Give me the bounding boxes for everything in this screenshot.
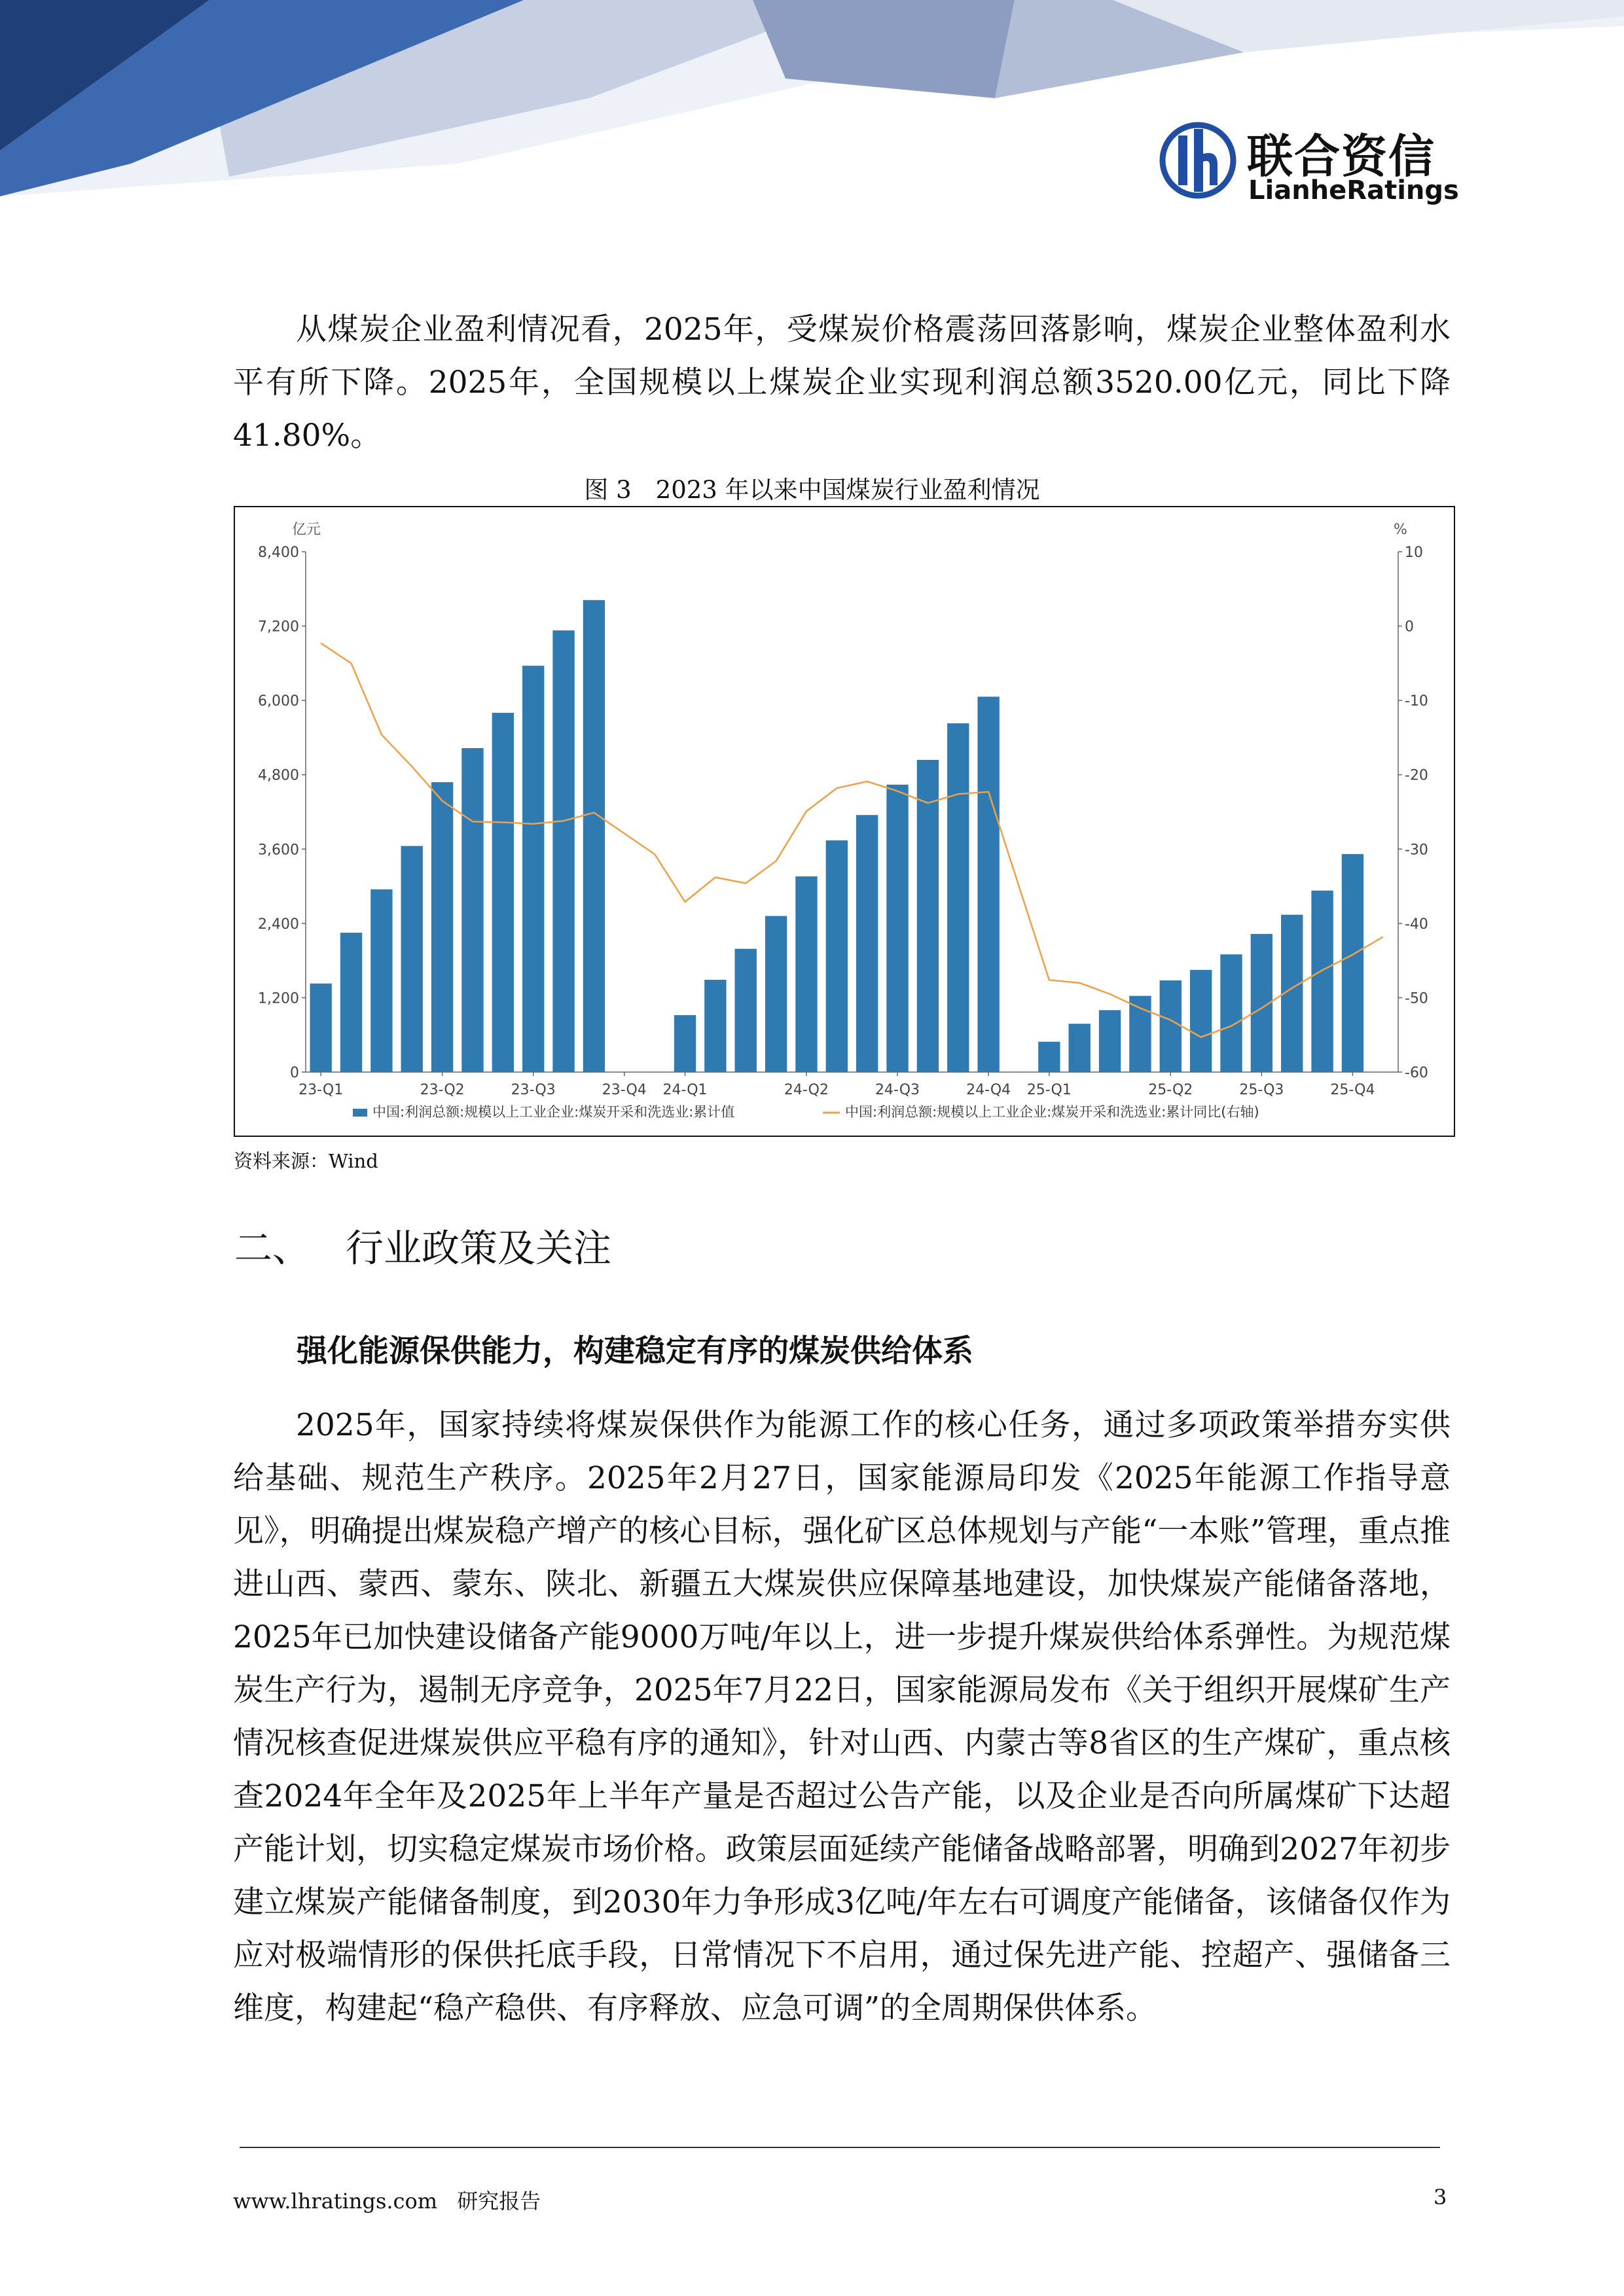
bar-24-11 [977,696,999,1072]
legend-bar-swatch [353,1109,367,1117]
left-tick-label: 7,200 [258,619,299,636]
bar-24-07 [856,815,878,1072]
left-tick-label: 4,800 [258,767,299,784]
bar-24-10 [947,723,969,1072]
bar-25-07 [1220,954,1242,1072]
chart-legend [353,1104,1259,1120]
bar-23-09 [552,630,574,1072]
footer-divider [240,2147,1440,2148]
left-tick-label: 3,600 [258,842,299,859]
x-tick-label: 24-Q4 [966,1082,1011,1098]
left-tick-label: 1,200 [258,990,299,1007]
left-tick-label: 2,400 [258,916,299,933]
right-tick-label: 0 [1405,619,1414,636]
bar-23-04 [401,846,423,1072]
x-tick-label: 24-Q3 [875,1082,920,1098]
left-axis-unit: 亿元 [292,522,321,538]
legend-line-label: 中国:利润总额:规模以上工业企业:煤炭开采和洗选业:累计同比(右轴) [845,1104,1259,1120]
logo-text-cn: 联合资信 [1247,130,1435,183]
section-title: 行业政策及关注 [346,1226,612,1270]
bar-24-09 [917,760,939,1072]
bar-24-05 [795,876,817,1072]
right-tick-label: -60 [1405,1065,1428,1081]
x-tick-label: 23-Q4 [602,1082,647,1098]
bar-25-11 [1342,854,1363,1072]
section-heading [234,1217,611,1272]
x-tick-label: 25-Q3 [1239,1082,1284,1098]
bar-24-01 [674,1015,696,1072]
x-tick-label: 25-Q4 [1330,1082,1375,1098]
bar-25-05 [1160,980,1182,1072]
figure-caption: 图 3 2023 年以来中国煤炭行业盈利情况 [584,476,1040,504]
right-tick-label: -50 [1405,990,1428,1007]
footer-report-type: 研究报告 [457,2189,541,2214]
x-tick-label: 24-Q1 [662,1082,708,1098]
body-paragraph: 2025年，国家持续将煤炭保供作为能源工作的核心任务，通过多项政策举措夯实供给基础、规范生产秩序。2025年2月27日，国家能源局印发《2025年能源工作指导意见》，明确提出煤炭稳产增产的核心目标，强化矿区总体规划与产能“一本账”管理，重点推进山西、蒙西、蒙东、陕北、新疆五大煤炭供应保障基地建设，加快煤炭产能储备落地，2025年已加快建设储备产能9000万吨/年以上，进一步提升煤炭供给体系弹性。为规范煤炭生产行为，遏制无序竞争，2025年7月22日，国家能源局发布《关于组织开展煤矿生产情况核查促进煤炭供应平稳有序的通知》，针对山西、内蒙古等8省区的生产煤矿，重点核查2024年全年及2025年上半年产量是否超过公告产能，以及企业是否向所属煤矿下达超产能计划，切实稳定煤炭市场价格。政策层面延续产能储备战略部署，明确到2027年初步建立煤炭产能储备制度，到2030年力争形成3亿吨/年左右可调度产能储备，该储备仅作为应对极端情形的保供托底手段，日常情况下不启用，通过保先进产能、控超产、强储备三维度，构建起“稳产稳供、有序释放、应急可调”的全周期保供体系。 [233,1407,1451,2026]
bar-24-02 [704,980,726,1072]
legend-bar-label: 中国:利润总额:规模以上工业企业:煤炭开采和洗选业:累计值 [372,1104,735,1120]
bar-25-01 [1038,1042,1060,1072]
figure-source: 资料来源：Wind [234,1150,378,1172]
x-tick-label: 23-Q3 [511,1082,556,1098]
bar-25-06 [1190,970,1212,1072]
left-tick-label: 0 [290,1065,299,1081]
bar-25-10 [1311,891,1333,1072]
footer-info [233,2185,541,2215]
bar-24-08 [886,785,908,1072]
x-tick-label: 23-Q2 [420,1082,465,1098]
x-tick-label: 25-Q1 [1026,1082,1072,1098]
x-tick-label: 24-Q2 [784,1082,829,1098]
bar-25-03 [1099,1010,1121,1072]
bar-23-01 [310,984,331,1072]
bar-23-07 [492,713,514,1072]
bar-23-03 [370,889,392,1072]
logo-icon [1159,121,1237,200]
bar-23-05 [431,782,453,1072]
right-tick-label: -30 [1405,842,1428,859]
left-tick-label: 6,000 [258,693,299,710]
x-tick-label: 25-Q2 [1148,1082,1193,1098]
section-number: 二、 [234,1226,311,1270]
right-tick-label: 10 [1405,545,1423,561]
bar-23-08 [522,666,544,1072]
bar-24-06 [826,840,848,1072]
right-tick-label: -40 [1405,916,1428,933]
right-tick-label: -10 [1405,693,1428,710]
bar-23-10 [583,600,605,1072]
subsection-title: 强化能源保供能力，构建稳定有序的煤炭供给体系 [297,1333,973,1369]
intro-paragraph: 从煤炭企业盈利情况看，2025年，受煤炭价格震荡回落影响，煤炭企业整体盈利水平有所下降。2025年，全国规模以上煤炭企业实现利润总额3520.00亿元，同比下降41.80%。 [233,312,1451,454]
footer-website: www.lhratings.com [233,2189,438,2214]
chart-frame [234,506,1455,1137]
profit-chart [235,507,1454,1136]
bar-23-02 [340,933,362,1072]
bar-23-06 [461,748,483,1072]
page-number: 3 [1434,2185,1447,2210]
right-tick-label: -20 [1405,767,1428,784]
bar-24-03 [735,949,757,1072]
right-axis-unit: % [1394,522,1407,538]
bar-25-02 [1069,1024,1091,1072]
x-tick-label: 23-Q1 [298,1082,344,1098]
bar-24-04 [765,916,787,1073]
left-tick-label: 8,400 [258,545,299,561]
logo-text-en: LianheRatings [1248,175,1459,206]
